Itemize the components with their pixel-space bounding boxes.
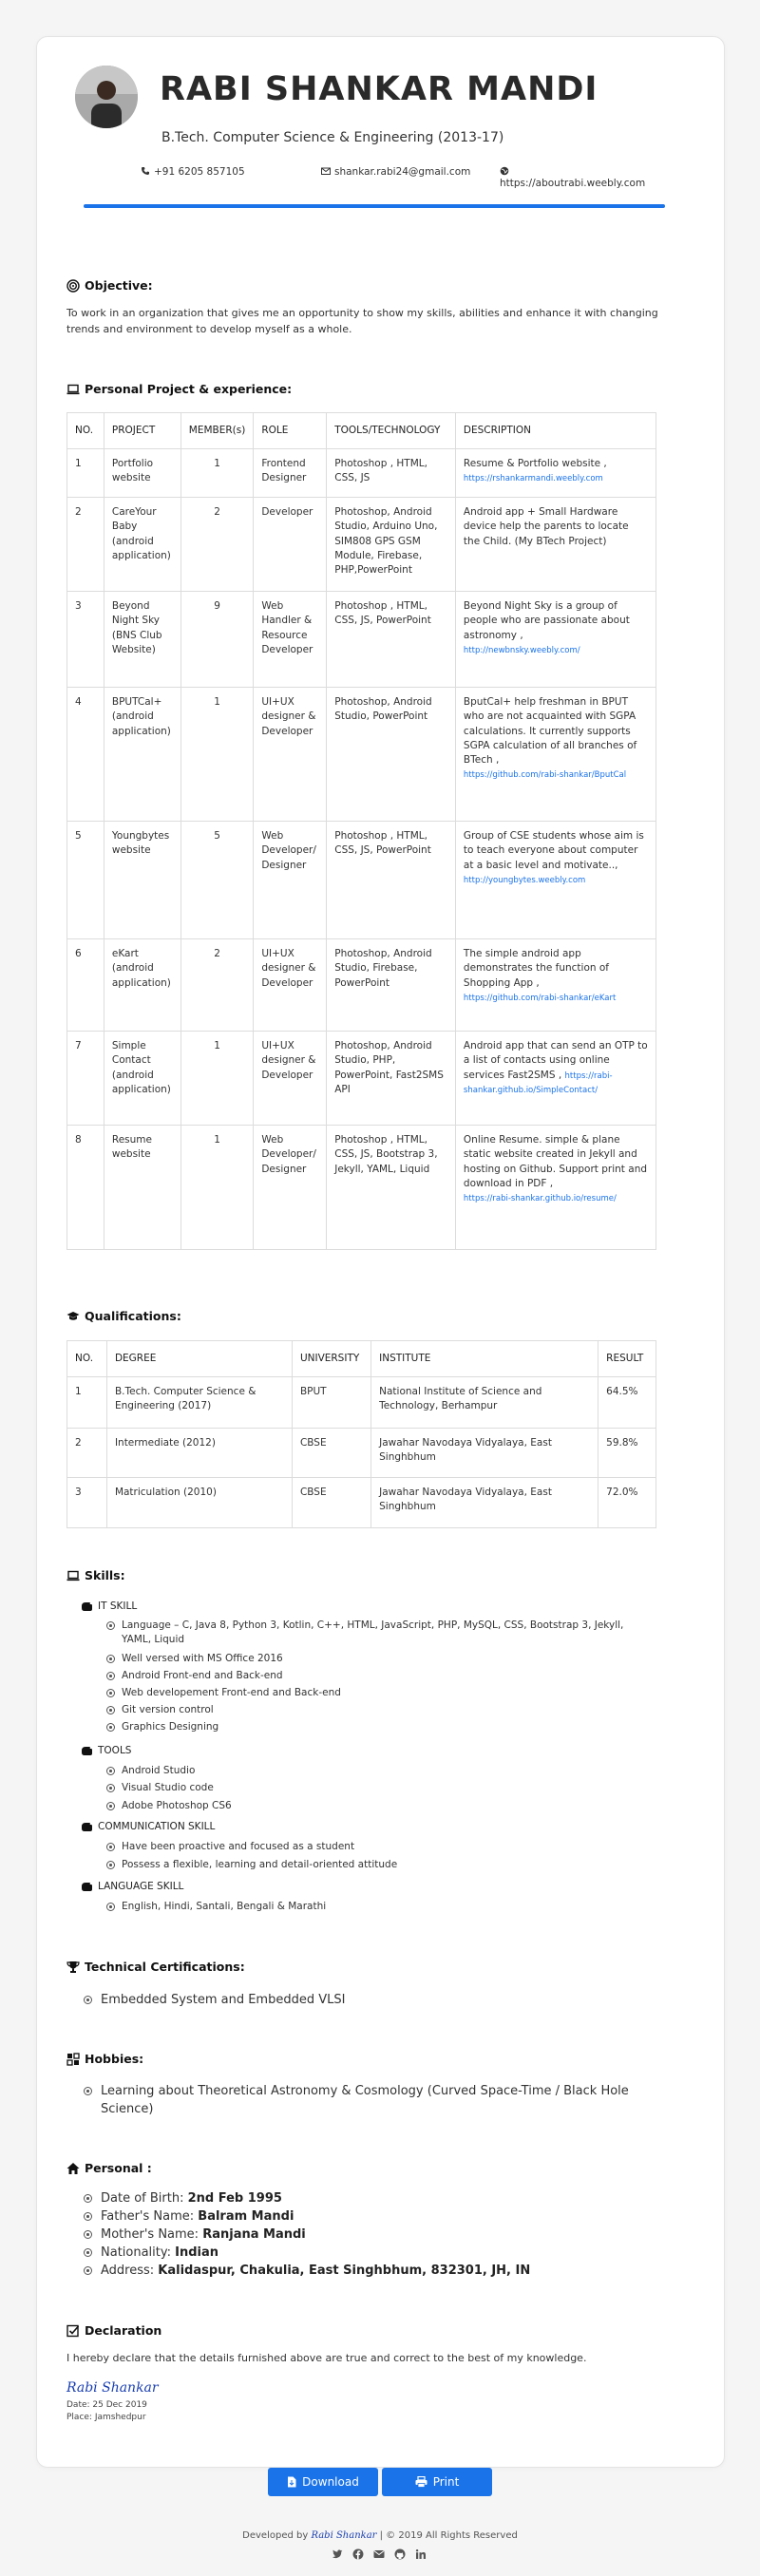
field-label: Father's Name: <box>101 2209 199 2224</box>
communication-heading <box>81 1821 215 1832</box>
email-address: shankar.rabi24@gmail.com <box>334 166 471 178</box>
col-header: PROJECT <box>104 413 180 449</box>
cell-project: Youngbytes website <box>104 822 180 939</box>
cell-tools: Photoshop , HTML, CSS, JS, Bootstrap 3, Jekyll, YAML, Liquid <box>327 1126 456 1250</box>
skill-text: Language – C, Java 8, Python 3, Kotlin, C++, HTML, JavaScript, PHP, MySQL, CSS, Bootstrap 3, Jekyll, YAML, Liquid <box>122 1619 624 1646</box>
skills-heading <box>66 1568 125 1582</box>
printer-icon <box>415 2476 428 2488</box>
mail-icon[interactable] <box>373 2548 385 2560</box>
cell-institute: Jawahar Navodaya Vidyalaya, East Singhbhum <box>371 1478 598 1528</box>
cell-degree: Matriculation (2010) <box>106 1478 292 1528</box>
cell-no: 7 <box>67 1032 104 1126</box>
list-item <box>106 1764 648 1778</box>
cell-tools: Photoshop, Android Studio, Arduino Uno, SIM808 GPS GSM Module, Firebase, PHP,PowerPoint <box>327 498 456 592</box>
cell-no: 3 <box>67 592 104 688</box>
language-title: LANGUAGE SKILL <box>98 1881 184 1892</box>
cell-no: 1 <box>67 449 104 498</box>
list-item <box>106 1686 648 1700</box>
skill-text: Possess a flexible, learning and detail-oriented attitude <box>122 1859 398 1870</box>
cell-role: Frontend Designer <box>254 449 327 498</box>
cell-project: Resume website <box>104 1126 180 1250</box>
project-link[interactable]: http://newbnsky.weebly.com/ <box>463 645 580 655</box>
table-row <box>67 498 656 592</box>
cell-tools: Photoshop , HTML, CSS, JS <box>327 449 456 498</box>
cell-role: Web Developer/ Designer <box>254 822 327 939</box>
cell-project: CareYour Baby (android application) <box>104 498 180 592</box>
hand-point-icon <box>81 1821 92 1832</box>
list-item <box>84 2208 654 2226</box>
description-text: Beyond Night Sky is a group of people who are passionate about astronomy , <box>463 600 630 641</box>
cell-role: Web Developer/ Designer <box>254 1126 327 1250</box>
hobbies-heading <box>66 2052 143 2066</box>
cell-role: UI+UX designer & Developer <box>254 688 327 822</box>
field-value: Kalidaspur, Chakulia, East Singhbhum, 832301, JH, IN <box>158 2263 531 2278</box>
tools-title: TOOLS <box>98 1745 132 1756</box>
qualifications-heading <box>66 1309 181 1323</box>
facebook-icon[interactable] <box>352 2548 364 2560</box>
cell-result: 72.0% <box>598 1478 656 1528</box>
home-icon <box>66 2162 80 2175</box>
cell-institute: National Institute of Science and Technology, Berhampur <box>371 1377 598 1429</box>
table-row <box>67 939 656 1032</box>
print-label: Print <box>432 2475 460 2489</box>
cell-no: 5 <box>67 822 104 939</box>
cell-role: Developer <box>254 498 327 592</box>
hobby-text: Learning about Theoretical Astronomy & Cosmology (Curved Space-Time / Black Hole Science) <box>101 2084 629 2116</box>
hand-point-icon <box>81 1881 92 1892</box>
laptop-icon <box>66 1569 80 1582</box>
table-row <box>67 1377 656 1429</box>
list-item <box>106 1669 648 1683</box>
skill-text: Web developement Front-end and Back-end <box>122 1687 341 1698</box>
list-item <box>84 2245 654 2263</box>
website-contact[interactable] <box>500 166 645 189</box>
twitter-icon[interactable] <box>332 2548 343 2560</box>
skill-text: Well versed with MS Office 2016 <box>122 1653 283 1664</box>
cell-no: 2 <box>67 498 104 592</box>
list-item <box>84 2083 654 2119</box>
github-icon[interactable] <box>394 2548 406 2560</box>
trophy-icon <box>66 1960 80 1974</box>
col-header: UNIVERSITY <box>292 1341 370 1377</box>
cell-members: 2 <box>180 939 254 1032</box>
field-label: Nationality: <box>101 2245 176 2260</box>
website-url: https://aboutrabi.weebly.com <box>500 178 646 189</box>
download-label: Download <box>302 2475 359 2489</box>
col-header: RESULT <box>598 1341 656 1377</box>
skills-title: Skills: <box>85 1568 125 1582</box>
cell-result: 59.8% <box>598 1429 656 1478</box>
project-link[interactable]: https://rabi-shankar.github.io/resume/ <box>463 1194 617 1204</box>
footer-copyright: | © 2019 All Rights Reserved <box>376 2530 518 2541</box>
description-text: BputCal+ help freshman in BPUT who are not acquainted with SGPA calculations. It currently supports SGPA calculation of all branches of BTech , <box>463 696 637 767</box>
col-header: TOOLS/TECHNOLOGY <box>327 413 456 449</box>
target-icon <box>66 279 80 293</box>
cell-role: UI+UX designer & Developer <box>254 1032 327 1126</box>
download-button[interactable] <box>268 2468 378 2496</box>
cell-university: BPUT <box>292 1377 370 1429</box>
list-item <box>84 2190 654 2208</box>
cell-project: Simple Contact (android application) <box>104 1032 180 1126</box>
list-item <box>106 1799 648 1813</box>
cell-description <box>455 688 656 822</box>
field-label: Date of Birth: <box>101 2191 188 2206</box>
field-value: Indian <box>175 2245 219 2260</box>
description-text: Group of CSE students whose aim is to teach everyone about computer at a basic level and motivate.., <box>463 830 644 871</box>
phone-number: +91 6205 857105 <box>154 166 245 178</box>
cell-description <box>455 449 656 498</box>
cubes-icon <box>66 2053 80 2066</box>
skill-text: English, Hindi, Santali, Bengali & Marathi <box>122 1901 327 1912</box>
col-header: NO. <box>67 413 104 449</box>
field-label: Address: <box>101 2263 159 2278</box>
col-header: ROLE <box>254 413 327 449</box>
cell-members: 1 <box>180 1126 254 1250</box>
skill-text: Adobe Photoshop CS6 <box>122 1800 232 1811</box>
project-link[interactable]: http://youngbytes.weebly.com <box>463 875 586 885</box>
hobbies-title: Hobbies: <box>85 2052 144 2066</box>
qualifications-title: Qualifications: <box>85 1309 181 1323</box>
table-row <box>67 688 656 822</box>
cell-members: 1 <box>180 1032 254 1126</box>
declaration-place: Place: Jamshedpur <box>66 2413 146 2422</box>
table-row <box>67 1032 656 1126</box>
table-row <box>67 1429 656 1478</box>
cell-members: 1 <box>180 688 254 822</box>
projects-title: Personal Project & experience: <box>85 382 293 396</box>
cell-tools: Photoshop, Android Studio, PHP, PowerPoint, Fast2SMS API <box>327 1032 456 1126</box>
globe-icon <box>500 166 509 176</box>
email-contact[interactable] <box>321 166 470 178</box>
footer-prefix: Developed by <box>242 2530 312 2541</box>
list-item <box>84 2226 654 2245</box>
declaration-heading <box>66 2323 162 2338</box>
footer-signature: Rabi Shankar <box>311 2530 377 2541</box>
projects-header-row <box>67 413 656 449</box>
description-text: The simple android app demonstrates the function of Shopping App , <box>463 948 609 989</box>
list-item <box>84 2263 654 2281</box>
social-links <box>332 2548 427 2560</box>
projects-table <box>66 412 656 1250</box>
table-row <box>67 1126 656 1250</box>
cell-institute: Jawahar Navodaya Vidyalaya, East Singhbhum <box>371 1429 598 1478</box>
profile-photo <box>75 66 138 128</box>
footer-credit <box>0 2530 760 2541</box>
list-item <box>106 1652 648 1666</box>
project-link[interactable]: https://rabi-shankar.github.io/SimpleContact/ <box>463 1070 613 1095</box>
file-pdf-icon <box>287 2476 296 2488</box>
cell-members: 2 <box>180 498 254 592</box>
table-row <box>67 1478 656 1528</box>
field-label: Mother's Name: <box>101 2227 203 2242</box>
list-item <box>106 1840 648 1854</box>
personal-title: Personal : <box>85 2161 152 2175</box>
list-item <box>106 1900 648 1914</box>
it-skill-title: IT SKILL <box>98 1601 138 1612</box>
certification-text: Embedded System and Embedded VLSI <box>101 1993 346 2007</box>
skill-text: Android Studio <box>122 1765 196 1776</box>
col-header: DEGREE <box>106 1341 292 1377</box>
col-header: MEMBER(s) <box>180 413 254 449</box>
skill-text: Graphics Designing <box>122 1721 219 1733</box>
list-item <box>84 1992 654 2010</box>
language-heading <box>81 1881 183 1892</box>
cell-members: 9 <box>180 592 254 688</box>
table-row <box>67 592 656 688</box>
personal-heading <box>66 2161 152 2175</box>
cell-role: Web Handler & Resource Developer <box>254 592 327 688</box>
description-text: Android app + Small Hardware device help the parents to locate the Child. (My BTech Project) <box>463 506 629 547</box>
cell-description <box>455 1126 656 1250</box>
cell-degree: B.Tech. Computer Science & Engineering (2017) <box>106 1377 292 1429</box>
field-value: Balram Mandi <box>198 2209 294 2224</box>
certifications-title: Technical Certifications: <box>85 1960 245 1974</box>
col-header: INSTITUTE <box>371 1341 598 1377</box>
col-header: DESCRIPTION <box>455 413 656 449</box>
cell-description <box>455 498 656 592</box>
list-item <box>106 1619 648 1647</box>
cell-project: eKart (android application) <box>104 939 180 1032</box>
cell-project: BPUTCal+ (android application) <box>104 688 180 822</box>
declaration-date: Date: 25 Dec 2019 <box>66 2400 147 2410</box>
laptop-icon <box>66 383 80 396</box>
field-value: 2nd Feb 1995 <box>187 2191 282 2206</box>
person-name: RABI SHANKAR MANDI <box>160 70 598 108</box>
objective-heading <box>66 278 153 293</box>
cell-tools: Photoshop , HTML, CSS, JS, PowerPoint <box>327 592 456 688</box>
project-link[interactable]: https://github.com/rabi-shankar/BputCal <box>463 770 627 781</box>
declaration-title: Declaration <box>85 2323 162 2338</box>
cell-tools: Photoshop, Android Studio, Firebase, PowerPoint <box>327 939 456 1032</box>
description-text: Online Resume. simple & plane static website created in Jekyll and hosting on Github. Support print and download in PDF , <box>463 1134 648 1189</box>
table-row <box>67 449 656 498</box>
objective-text: To work in an organization that gives me an opportunity to show my skills, abilities and enhance it with changing trends and environment to develop myself as a whole. <box>66 307 658 335</box>
field-value: Ranjana Mandi <box>202 2227 306 2242</box>
cell-no: 4 <box>67 688 104 822</box>
hand-point-icon <box>81 1745 92 1756</box>
header-divider <box>84 204 665 208</box>
cell-no: 8 <box>67 1126 104 1250</box>
skill-text: Have been proactive and focused as a student <box>122 1841 355 1852</box>
communication-title: COMMUNICATION SKILL <box>98 1821 216 1832</box>
tools-heading <box>81 1745 131 1756</box>
skill-text: Visual Studio code <box>122 1782 214 1793</box>
graduation-cap-icon <box>66 1310 80 1323</box>
cell-description <box>455 592 656 688</box>
phone-contact[interactable] <box>141 166 245 178</box>
skill-text: Git version control <box>122 1704 214 1715</box>
cell-description <box>455 939 656 1032</box>
cell-role: UI+UX designer & Developer <box>254 939 327 1032</box>
qualifications-header-row <box>67 1341 656 1377</box>
declaration-text: I hereby declare that the details furnished above are true and correct to the best of my knowledge. <box>66 2352 587 2364</box>
project-link[interactable]: https://rshankarmandi.weebly.com <box>463 474 603 484</box>
cell-no: 3 <box>67 1478 107 1528</box>
cell-result: 64.5% <box>598 1377 656 1429</box>
cell-university: CBSE <box>292 1478 370 1528</box>
cell-description <box>455 822 656 939</box>
list-item <box>106 1720 648 1734</box>
certifications-heading <box>66 1960 245 1974</box>
linkedin-icon[interactable] <box>415 2548 427 2560</box>
header-degree: B.Tech. Computer Science & Engineering (2013-17) <box>162 130 504 145</box>
avatar <box>75 66 138 128</box>
cell-university: CBSE <box>292 1429 370 1478</box>
hand-point-icon <box>81 1601 92 1612</box>
cell-members: 1 <box>180 449 254 498</box>
it-skill-heading <box>81 1601 137 1612</box>
objective-title: Objective: <box>85 278 153 293</box>
cell-tools: Photoshop, Android Studio, PowerPoint <box>327 688 456 822</box>
phone-icon <box>141 166 150 176</box>
cell-members: 5 <box>180 822 254 939</box>
cell-description <box>455 1032 656 1126</box>
cell-project: Beyond Night Sky (BNS Club Website) <box>104 592 180 688</box>
description-text: Android app that can send an OTP to a list of contacts using online services Fast2SMS , <box>463 1040 648 1081</box>
signature: Rabi Shankar <box>66 2380 159 2396</box>
cell-project: Portfolio website <box>104 449 180 498</box>
description-text: Resume & Portfolio website , <box>463 458 607 470</box>
print-button[interactable] <box>382 2468 492 2496</box>
cell-no: 1 <box>67 1377 107 1429</box>
list-item <box>106 1858 648 1872</box>
col-header: NO. <box>67 1341 107 1377</box>
envelope-icon <box>321 166 331 176</box>
table-row <box>67 822 656 939</box>
cell-no: 6 <box>67 939 104 1032</box>
projects-heading <box>66 382 292 396</box>
skill-text: Android Front-end and Back-end <box>122 1670 283 1681</box>
cell-degree: Intermediate (2012) <box>106 1429 292 1478</box>
list-item <box>106 1703 648 1717</box>
checkbox-icon <box>66 2324 80 2338</box>
qualifications-table <box>66 1340 656 1528</box>
cell-no: 2 <box>67 1429 107 1478</box>
cell-tools: Photoshop , HTML, CSS, JS, PowerPoint <box>327 822 456 939</box>
list-item <box>106 1781 648 1795</box>
project-link[interactable]: https://github.com/rabi-shankar/eKart <box>463 993 617 1003</box>
